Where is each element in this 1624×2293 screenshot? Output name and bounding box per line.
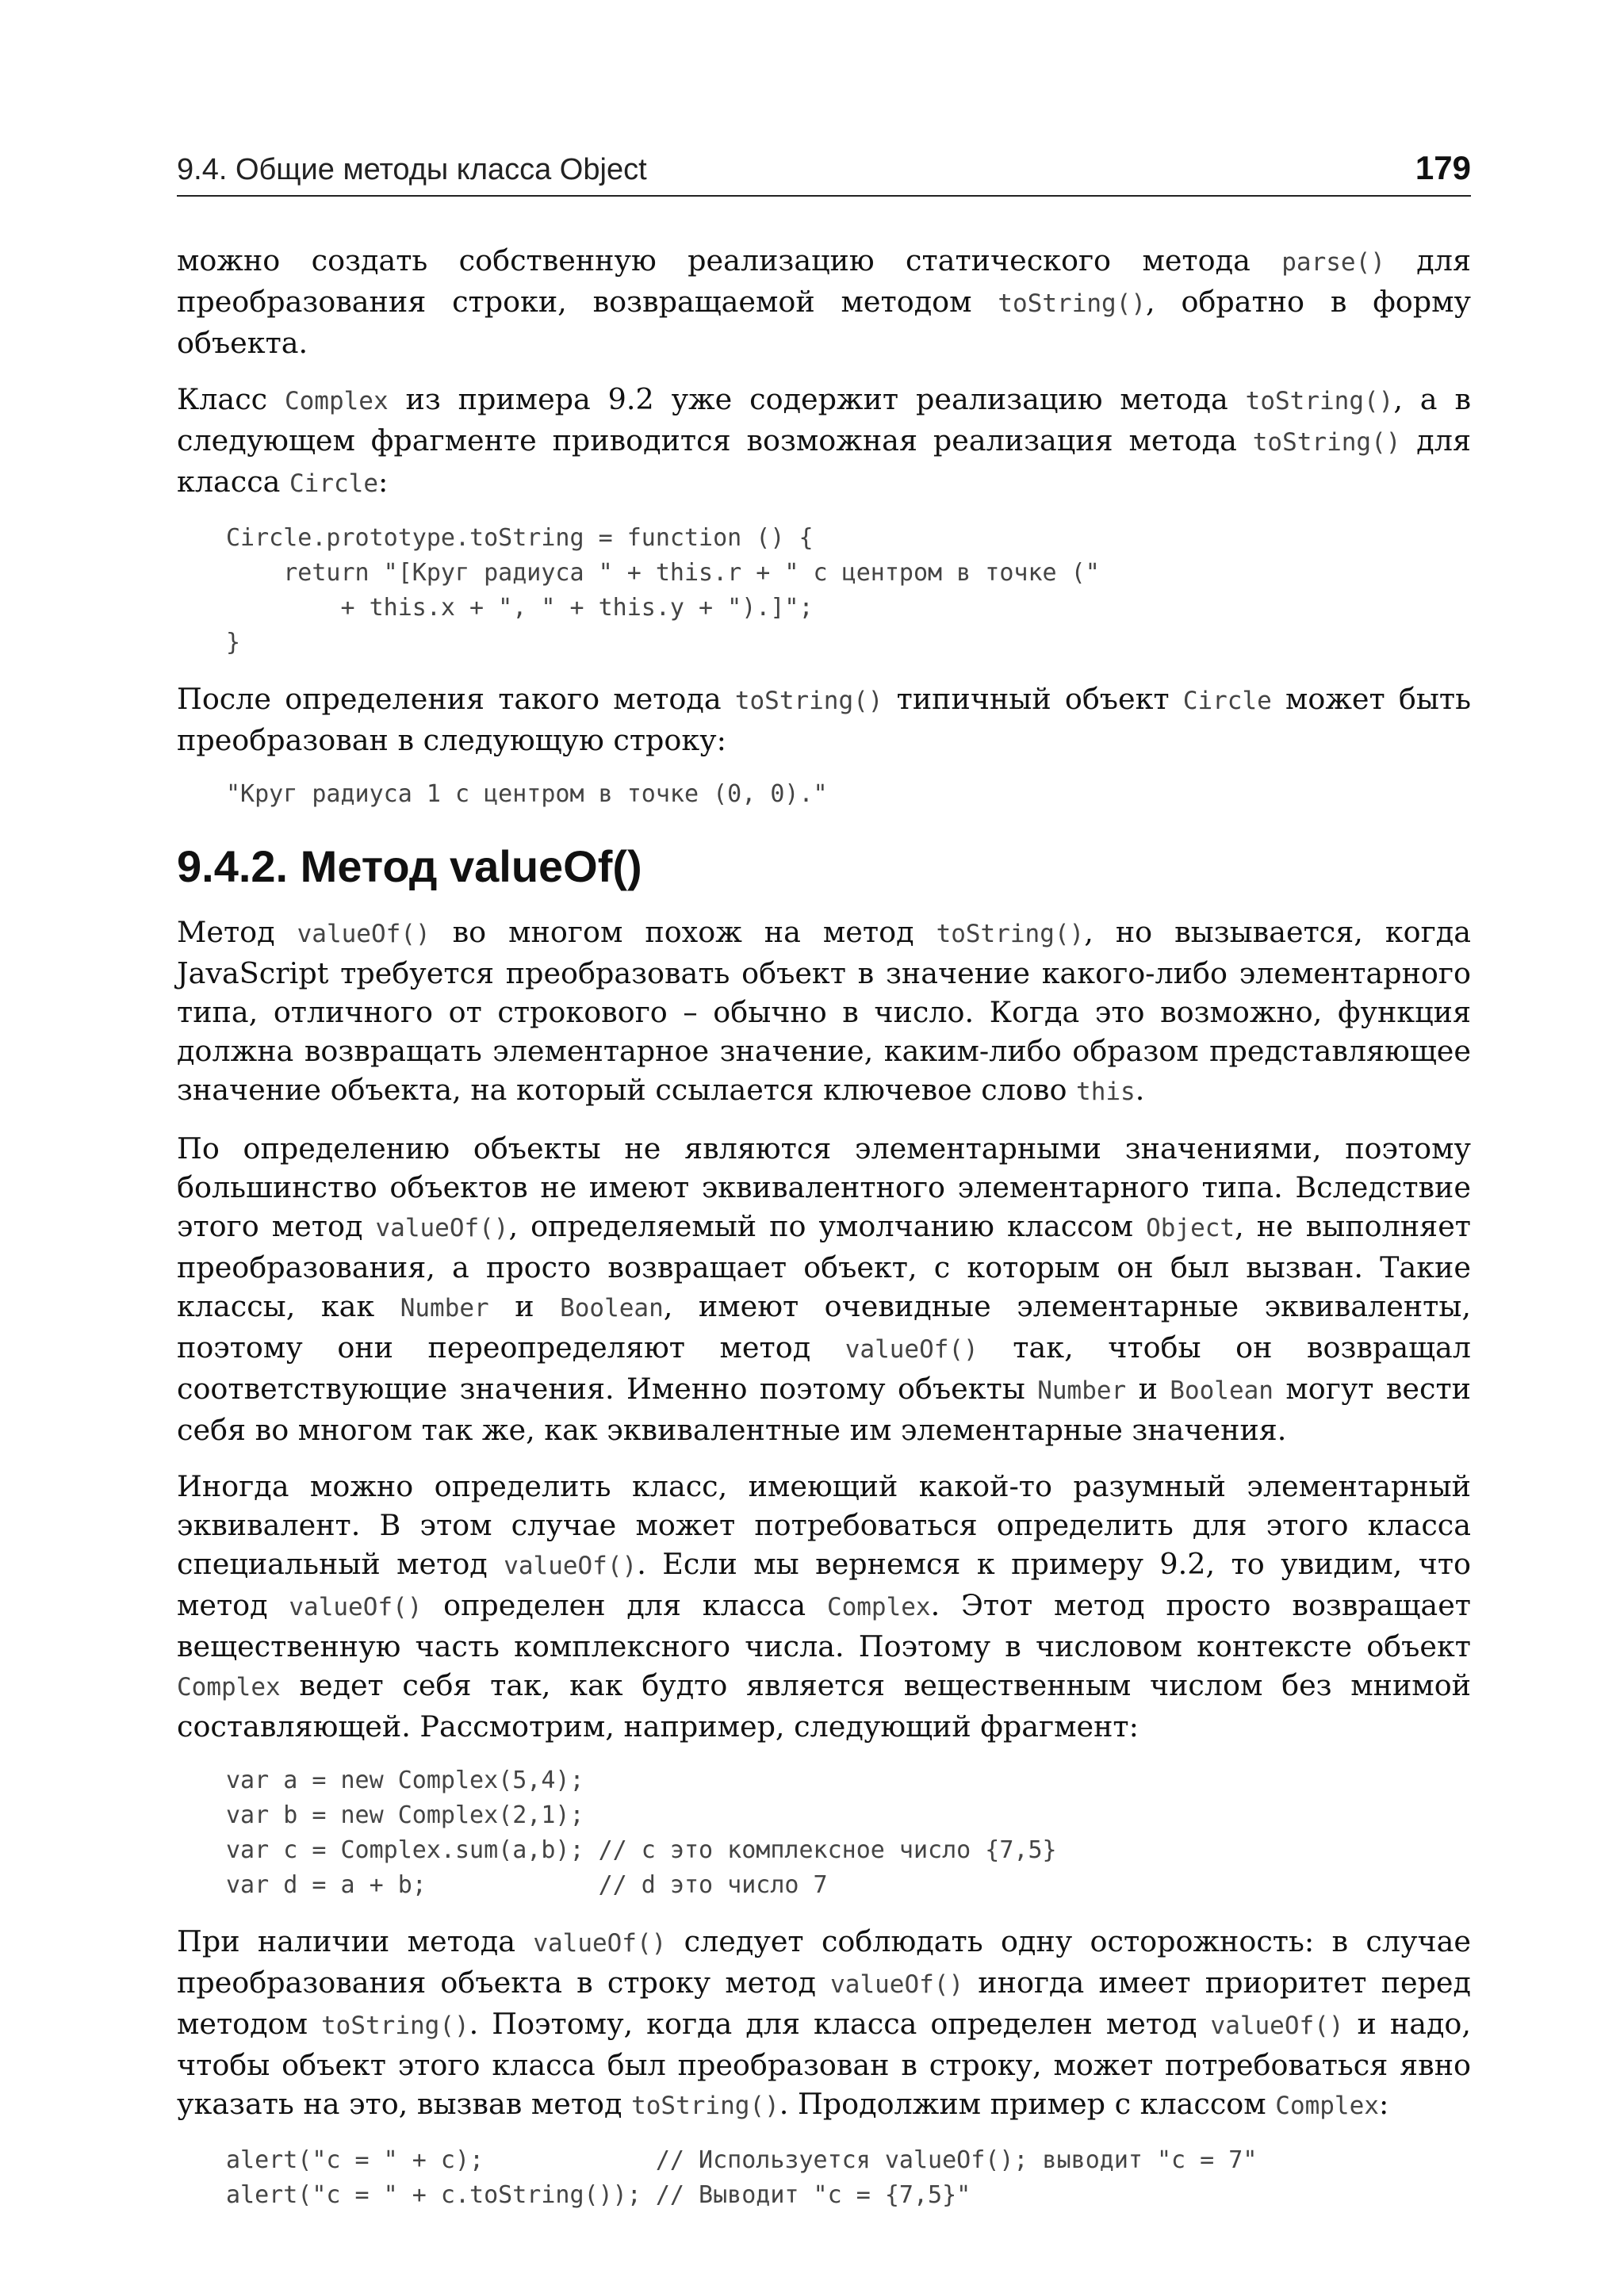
running-head [177, 149, 1471, 197]
text: При наличии метода [177, 1924, 534, 1958]
paragraph-7 [177, 1922, 1471, 2126]
inline-code: toString() [734, 687, 883, 715]
text: По определению объекты не являются элементарными значениями, поэтому большинство объектов не имеют эквивалентного элементарного типа. Вследствие этого метод [177, 1131, 1471, 1243]
paragraph-5 [177, 1129, 1471, 1449]
inline-code: valueOf() [533, 1929, 667, 1958]
inline-code: valueOf() [375, 1214, 509, 1242]
text: Класс [177, 382, 285, 416]
text: может быть преобразован в следующую строку: [177, 682, 1471, 757]
inline-code: toString() [936, 920, 1085, 948]
text: , не выполняет преобразования, а просто возвращает объект, с которым он был вызван. Такие классы, как [177, 1209, 1471, 1323]
inline-code: valueOf() [830, 1970, 964, 1999]
text: и надо, чтобы объект этого класса был преобразован в строку, может потребоваться явно указать на это, вызвав метод [177, 2007, 1471, 2121]
paragraph-4 [177, 913, 1471, 1112]
paragraph-2 [177, 380, 1471, 503]
inline-code: Complex [177, 1673, 281, 1702]
page-number: 179 [1415, 149, 1471, 186]
text: , обратно в форму объекта. [177, 285, 1471, 360]
inline-code: toString() [631, 2092, 779, 2120]
code-block-string-result: "Круг радиуса 1 с центром в точке (0, 0)." [226, 780, 828, 808]
book-page [177, 149, 1471, 2232]
inline-code: Complex [826, 1593, 931, 1621]
text: ведет себя так, как будто является вещественным числом без мнимой составляющей. Рассмотрим, например, следующий фрагмент: [177, 1668, 1471, 1744]
text: Иногда можно определить класс, имеющий какой-то разумный элементарный эквивалент. В этом случае может потребоваться определить для этого класса специальный метод [177, 1469, 1471, 1581]
text: и [488, 1289, 561, 1323]
text: . Поэтому, когда для класса определен метод [469, 2007, 1211, 2041]
text: определен для класса [422, 1588, 827, 1622]
code-block-complex-sum: var a = new Complex(5,4); var b = new Complex(2,1); var c = Complex.sum(a,b); // c это комплексное число {7,5} var d = a + b; // d это число 7 [226, 1767, 1057, 1899]
text: : [1378, 2087, 1389, 2121]
inline-code: toString() [321, 2012, 469, 2040]
section-heading: 9.4.2. Метод valueOf() [177, 841, 642, 891]
paragraph-1 [177, 241, 1471, 362]
text: После определения такого метода [177, 682, 735, 716]
inline-code: valueOf() [504, 1552, 638, 1580]
inline-code: parse() [1281, 248, 1385, 277]
page-content [177, 241, 1471, 2213]
inline-code: toString() [1245, 387, 1394, 415]
inline-code: Circle [1182, 687, 1272, 715]
text: могут вести себя во многом так же, как эквивалентные им элементарные значения. [177, 1372, 1471, 1447]
inline-code: valueOf() [845, 1335, 979, 1364]
inline-code: Boolean [1170, 1376, 1274, 1405]
inline-code: valueOf() [289, 1593, 423, 1621]
inline-code: valueOf() [1210, 2012, 1344, 2040]
inline-code: this [1076, 1078, 1136, 1106]
text: . [1135, 1073, 1145, 1107]
inline-code: valueOf() [297, 920, 431, 948]
inline-code: Complex [1275, 2092, 1379, 2120]
text: , а в следующем фрагменте приводится возможная реализация метода [177, 382, 1472, 457]
text: , имеют очевидные элементарные эквиваленты, поэтому они переопределяют метод [177, 1289, 1471, 1365]
text: из примера 9.2 уже содержит реализацию метода [388, 382, 1246, 416]
text: следует соблюдать одну осторожность: в случае преобразования объекта в строку метод [177, 1924, 1471, 2000]
text: и [1126, 1372, 1170, 1406]
text: Метод [177, 915, 297, 949]
inline-code: toString() [1252, 428, 1401, 457]
text: , определяемый по умолчанию классом [508, 1209, 1147, 1243]
code-block-tostring: Circle.prototype.toString = function () { return "[Круг радиуса " + this.r + " с центром в точке (" + this.x + ", " + this.y + ").]"; } [226, 524, 1100, 657]
text: . Если мы вернемся к примеру 9.2, то увидим, что метод [177, 1547, 1471, 1622]
text: во многом похож на метод [430, 915, 936, 949]
inline-code: Object [1146, 1214, 1235, 1242]
inline-code: Boolean [560, 1294, 664, 1323]
running-title: 9.4. Общие методы класса Object [177, 153, 647, 186]
text: : [378, 465, 389, 499]
inline-code: Circle [289, 469, 378, 498]
text: , но вызывается, когда JavaScript требуется преобразовать объект в значение какого-либо элементарного типа, отличного от строкового – обычно в число. Когда это возможно, функция должна возвращать элементарное значение, каким-либо образом представляющее значение объекта, на который ссылается ключевое слово [177, 915, 1472, 1107]
text: для класса [177, 423, 1471, 499]
inline-code: toString() [998, 289, 1147, 318]
inline-code: Complex [284, 387, 389, 415]
code-block-alert: alert("c = " + c); // Используется valueOf(); выводит "c = 7" alert("c = " + c.toString()); // Выводит "c = {7,5}" [226, 2146, 1258, 2209]
text: . Продолжим пример с классом [779, 2087, 1276, 2121]
text: для преобразования строки, возвращаемой методом [177, 243, 1471, 319]
text: . Этот метод просто возвращает вещественную часть комплексного числа. Поэтому в числовом контексте объект [177, 1588, 1471, 1663]
paragraph-3 [177, 679, 1471, 760]
text: так, чтобы он возвращал соответствующие значения. Именно поэтому объекты [177, 1330, 1471, 1406]
inline-code: Number [400, 1294, 489, 1323]
inline-code: Number [1037, 1376, 1127, 1405]
text: иногда имеет приоритет перед методом [177, 1966, 1471, 2041]
text: типичный объект [883, 682, 1183, 716]
text: можно создать собственную реализацию статического метода [177, 243, 1282, 278]
paragraph-6 [177, 1467, 1471, 1746]
